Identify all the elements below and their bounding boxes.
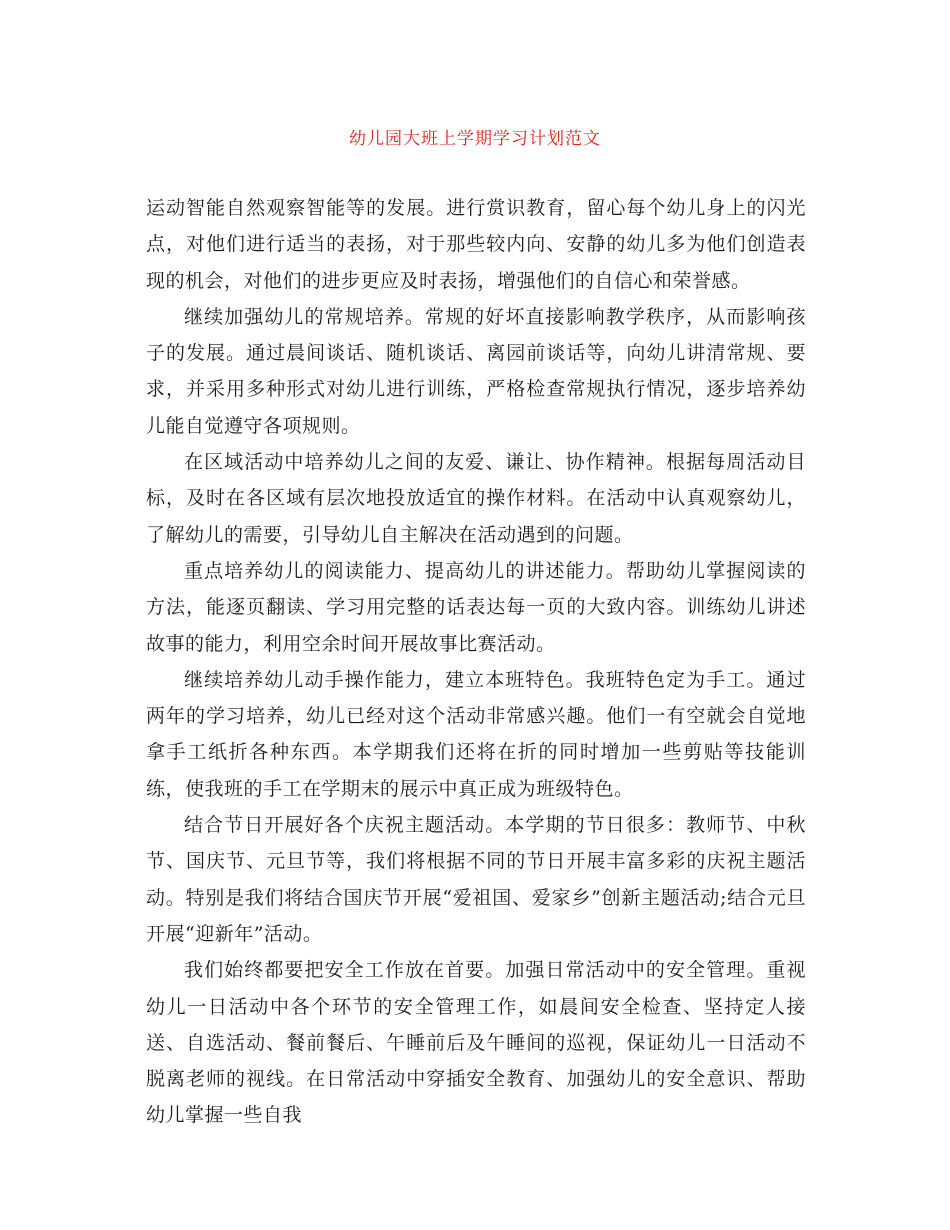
paragraph-handcraft: 继续培养幼儿动手操作能力，建立本班特色。我班特色定为手工。通过两年的学习培养，幼儿已经对这个活动非常感兴趣。他们一有空就会自觉地拿手工纸折各种东西。本学期我们还将在折的同时增加一些剪贴等技能训练，使我班的手工在学期末的展示中真正成为班级特色。 <box>146 668 806 800</box>
paragraph-area-activities: 在区域活动中培养幼儿之间的友爱、谦让、协作精神。根据每周活动目标，及时在各区域有层次地投放适宜的操作材料。在活动中认真观察幼儿，了解幼儿的需要，引导幼儿自主解决在活动遇到的问题。 <box>146 451 806 546</box>
paragraph-safety: 我们始终都要把安全工作放在首要。加强日常活动中的安全管理。重视幼儿一日活动中各个环节的安全管理工作，如晨间安全检查、坚持定人接送、自选活动、餐前餐后、午睡前后及午睡间的巡视，保证幼儿一日活动不脱离老师的视线。在日常活动中穿插安全教育、加强幼儿的安全意识、帮助幼儿掌握一些自我 <box>146 959 806 1127</box>
paragraph-routine-training: 继续加强幼儿的常规培养。常规的好坏直接影响教学秩序，从而影响孩子的发展。通过晨间谈话、随机谈话、离园前谈话等，向幼儿讲清常规、要求，并采用多种形式对幼儿进行训练，严格检查常规执行情况，逐步培养幼儿能自觉遵守各项规则。 <box>146 305 806 437</box>
paragraph-continuation: 运动智能自然观察智能等的发展。进行赏识教育，留心每个幼儿身上的闪光点，对他们进行适当的表扬，对于那些较内向、安静的幼儿多为他们创造表现的机会，对他们的进步更应及时表扬，增强他们的自信心和荣誉感。 <box>146 197 806 292</box>
paragraph-reading-ability: 重点培养幼儿的阅读能力、提高幼儿的讲述能力。帮助幼儿掌握阅读的方法，能逐页翻读、学习用完整的话表达每一页的大致内容。训练幼儿讲述故事的能力，利用空余时间开展故事比赛活动。 <box>146 559 806 655</box>
document-body <box>146 190 806 1134</box>
document-title: 幼儿园大班上学期学习计划范文 <box>349 129 601 149</box>
paragraph-festivals: 结合节日开展好各个庆祝主题活动。本学期的节日很多：教师节、中秋节、国庆节、元旦节等，我们将根据不同的节日开展丰富多彩的庆祝主题活动。特别是我们将结合国庆节开展“爱祖国、爱家乡”创新主题活动;结合元旦开展“迎新年”活动。 <box>146 814 806 945</box>
